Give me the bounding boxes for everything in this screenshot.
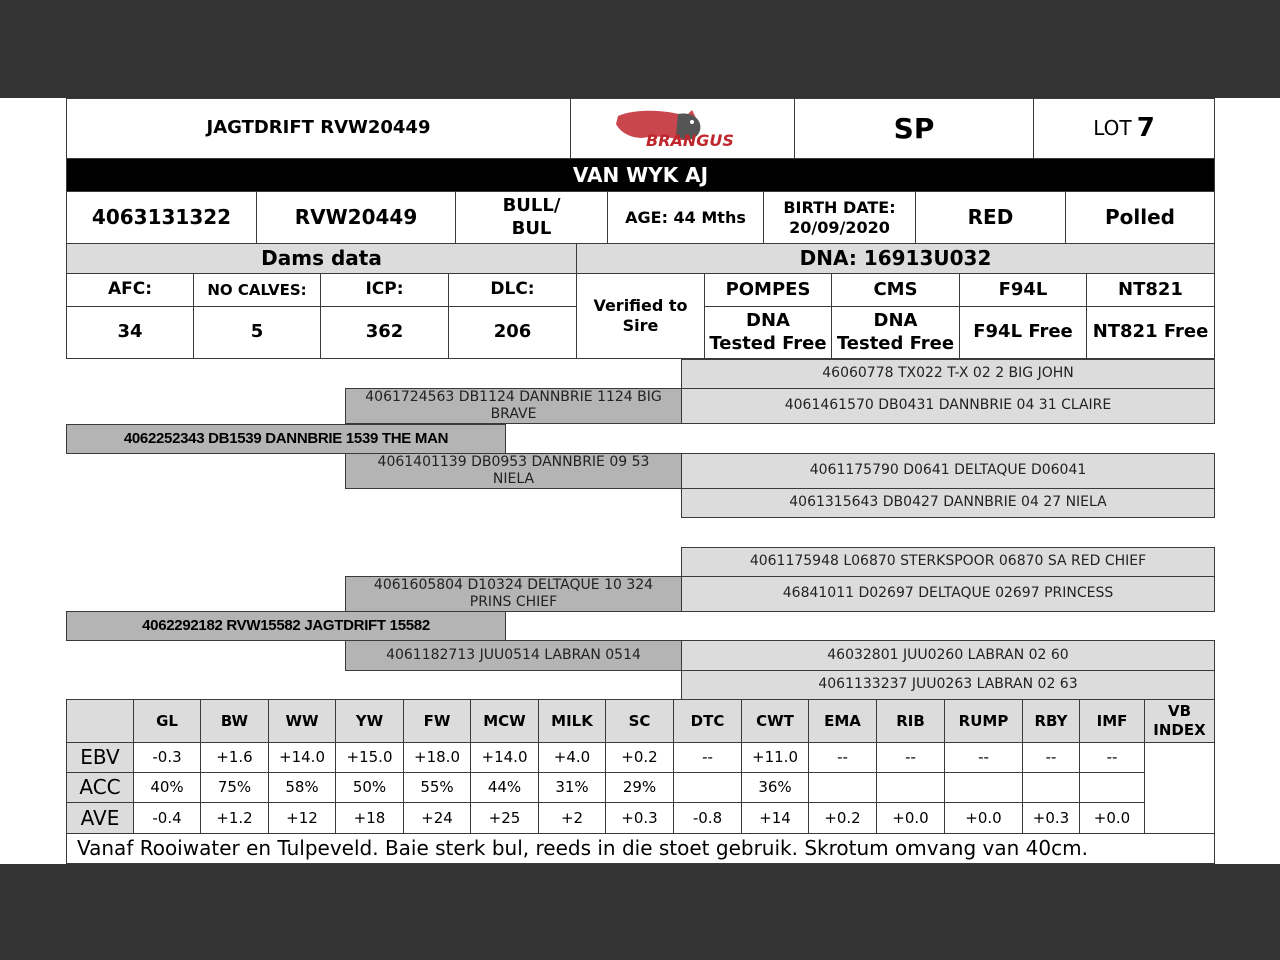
ebv-col-mcw: MCW: [470, 699, 539, 743]
ave-cell: +1.2: [200, 802, 269, 834]
dams-header-icp: ICP:: [320, 273, 449, 307]
dna-result-line1: DNA: [873, 310, 918, 331]
breeder-name: VAN WYK AJ: [66, 158, 1215, 192]
acc-cell: 36%: [741, 772, 809, 803]
vb-line2: INDEX: [1153, 721, 1206, 739]
dna-header-pompes: POMPES: [704, 273, 832, 307]
ebv-col-ema: EMA: [808, 699, 877, 743]
ave-cell: +24: [403, 802, 471, 834]
sex-line1: BULL/: [502, 195, 561, 216]
ebv-cell: +14.0: [268, 742, 336, 773]
top-frame-bar: [0, 0, 1280, 98]
id-number: 4063131322: [66, 191, 257, 244]
dams-header-dlc: DLC:: [448, 273, 577, 307]
dna-result-line2: Tested Free: [709, 332, 827, 354]
ebv-cell: --: [808, 742, 877, 773]
verified-to-sire: [576, 273, 705, 359]
pedigree-sire: 4062252343 DB1539 DANNBRIE 1539 THE MAN: [66, 424, 506, 454]
pedigree-sire-dam: 4061401139 DB0953 DANNBRIE 09 53 NIELA: [345, 453, 682, 489]
ave-cell: +25: [470, 802, 539, 834]
ave-cell: +2: [538, 802, 606, 834]
acc-cell: 75%: [200, 772, 269, 803]
acc-cell: 40%: [133, 772, 201, 803]
verified-line2: Sire: [622, 316, 659, 335]
dna-result-pompes: [704, 306, 832, 359]
ebv-cell: +15.0: [335, 742, 404, 773]
ebv-col-vb-index: [1144, 699, 1215, 743]
dna-result-line1: DNA: [746, 310, 790, 331]
ebv-col-rib: RIB: [876, 699, 945, 743]
ebv-cell: --: [1022, 742, 1080, 773]
dams-title: Dams data: [66, 243, 577, 274]
ave-cell: +14: [741, 802, 809, 834]
ebv-col-rump: RUMP: [944, 699, 1023, 743]
ebv-row-label-ebv: EBV: [66, 742, 134, 773]
lot-number: [1033, 98, 1215, 159]
comment-text: Vanaf Rooiwater en Tulpeveld. Baie sterk bul, reeds in die stoet gebruik. Skrotum omvang van 40cm.: [66, 833, 1215, 864]
pedigree-sds: 4061175790 D0641 DELTAQUE D06041: [681, 453, 1215, 489]
birth-date: [763, 191, 916, 244]
lot-label: LOT: [1093, 116, 1132, 140]
brangus-logo-icon: [608, 106, 758, 152]
grade-badge: SP: [794, 98, 1034, 159]
dna-result-cms: [831, 306, 960, 359]
ebv-col-gl: GL: [133, 699, 201, 743]
acc-cell: 58%: [268, 772, 336, 803]
acc-cell: [876, 772, 945, 803]
ebv-col-imf: IMF: [1079, 699, 1145, 743]
bottom-frame-bar: [0, 864, 1280, 960]
colour: RED: [915, 191, 1066, 244]
ave-cell: +0.2: [808, 802, 877, 834]
pedigree-dam: 4062292182 RVW15582 JAGTDRIFT 15582: [66, 611, 506, 641]
verified-line1: Verified to: [593, 296, 688, 315]
ebv-cell: +18.0: [403, 742, 471, 773]
lot-value: 7: [1136, 113, 1155, 144]
dna-result-line2: Tested Free: [836, 332, 955, 354]
dams-value-afc: 34: [66, 306, 194, 359]
birth-label: BIRTH DATE:: [783, 197, 896, 217]
dna-header-nt821: NT821: [1086, 273, 1215, 307]
dna-header-cms: CMS: [831, 273, 960, 307]
pedigree-dam-sire: 4061605804 D10324 DELTAQUE 10 324 PRINS CHIEF: [345, 576, 682, 612]
ave-cell: +0.3: [605, 802, 674, 834]
ave-cell: +0.3: [1022, 802, 1080, 834]
ebv-col-fw: FW: [403, 699, 471, 743]
pedigree-dsd: 46841011 D02697 DELTAQUE 02697 PRINCESS: [681, 576, 1215, 612]
ebv-col-yw: YW: [335, 699, 404, 743]
ebv-row-label-acc: ACC: [66, 772, 134, 803]
ebv-cell: --: [1079, 742, 1145, 773]
acc-cell: 31%: [538, 772, 606, 803]
ebv-row-label-ave: AVE: [66, 802, 134, 834]
ebv-col-milk: MILK: [538, 699, 606, 743]
animal-name: JAGTDRIFT RVW20449: [66, 98, 571, 159]
acc-cell: [673, 772, 742, 803]
dna-result-f94l: F94L Free: [959, 306, 1087, 359]
age: AGE: 44 Mths: [607, 191, 764, 244]
ave-cell: +0.0: [1079, 802, 1145, 834]
pedigree-sire-sire: 4061724563 DB1124 DANNBRIE 1124 BIG BRAVE: [345, 388, 682, 424]
ebv-col-ww: WW: [268, 699, 336, 743]
pedigree-sss: 46060778 TX022 T-X 02 2 BIG JOHN: [681, 359, 1215, 389]
acc-cell: 44%: [470, 772, 539, 803]
ebv-col-rby: RBY: [1022, 699, 1080, 743]
ave-cell: +0.0: [944, 802, 1023, 834]
sex-line2: BUL: [511, 217, 552, 239]
vb-index-value: [1144, 742, 1215, 834]
ebv-col-sc: SC: [605, 699, 674, 743]
sex: [455, 191, 608, 244]
ebv-col-dtc: DTC: [673, 699, 742, 743]
ave-cell: -0.8: [673, 802, 742, 834]
dna-header-f94l: F94L: [959, 273, 1087, 307]
ave-cell: -0.4: [133, 802, 201, 834]
ebv-col-bw: BW: [200, 699, 269, 743]
ebv-cell: +1.6: [200, 742, 269, 773]
acc-cell: [944, 772, 1023, 803]
acc-cell: 29%: [605, 772, 674, 803]
pedigree-dss: 4061175948 L06870 STERKSPOOR 06870 SA RED CHIEF: [681, 547, 1215, 577]
dna-result-nt821: NT821 Free: [1086, 306, 1215, 359]
pedigree-dam-dam: 4061182713 JUU0514 LABRAN 0514: [345, 640, 682, 671]
acc-cell: [808, 772, 877, 803]
brangus-logo: [570, 98, 795, 159]
acc-cell: 55%: [403, 772, 471, 803]
reg-code: RVW20449: [256, 191, 456, 244]
pedigree-ddd: 4061133237 JUU0263 LABRAN 02 63: [681, 670, 1215, 700]
acc-cell: 50%: [335, 772, 404, 803]
ebv-cell: --: [673, 742, 742, 773]
ave-cell: +0.0: [876, 802, 945, 834]
ebv-cell: --: [944, 742, 1023, 773]
birth-value: 20/09/2020: [789, 217, 890, 237]
dna-title: DNA: 16913U032: [576, 243, 1215, 274]
ebv-cell: +4.0: [538, 742, 606, 773]
ebv-cell: --: [876, 742, 945, 773]
dams-header-calves: NO CALVES:: [193, 273, 321, 307]
ebv-cell: +14.0: [470, 742, 539, 773]
pedigree-dds: 46032801 JUU0260 LABRAN 02 60: [681, 640, 1215, 671]
ebv-cell: +11.0: [741, 742, 809, 773]
dams-value-calves: 5: [193, 306, 321, 359]
ebv-col-cwt: CWT: [741, 699, 809, 743]
dams-value-dlc: 206: [448, 306, 577, 359]
svg-text:BRANGUS: BRANGUS: [645, 130, 734, 150]
dams-value-icp: 362: [320, 306, 449, 359]
dams-header-afc: AFC:: [66, 273, 194, 307]
vb-line1: VB: [1167, 701, 1192, 720]
ebv-cell: +0.2: [605, 742, 674, 773]
ave-cell: +18: [335, 802, 404, 834]
ebv-cell: -0.3: [133, 742, 201, 773]
acc-cell: [1079, 772, 1145, 803]
ave-cell: +12: [268, 802, 336, 834]
pedigree-ssd: 4061461570 DB0431 DANNBRIE 04 31 CLAIRE: [681, 388, 1215, 424]
horn-status: Polled: [1065, 191, 1215, 244]
pedigree-sdd: 4061315643 DB0427 DANNBRIE 04 27 NIELA: [681, 488, 1215, 518]
acc-cell: [1022, 772, 1080, 803]
ebv-corner: [66, 699, 134, 743]
